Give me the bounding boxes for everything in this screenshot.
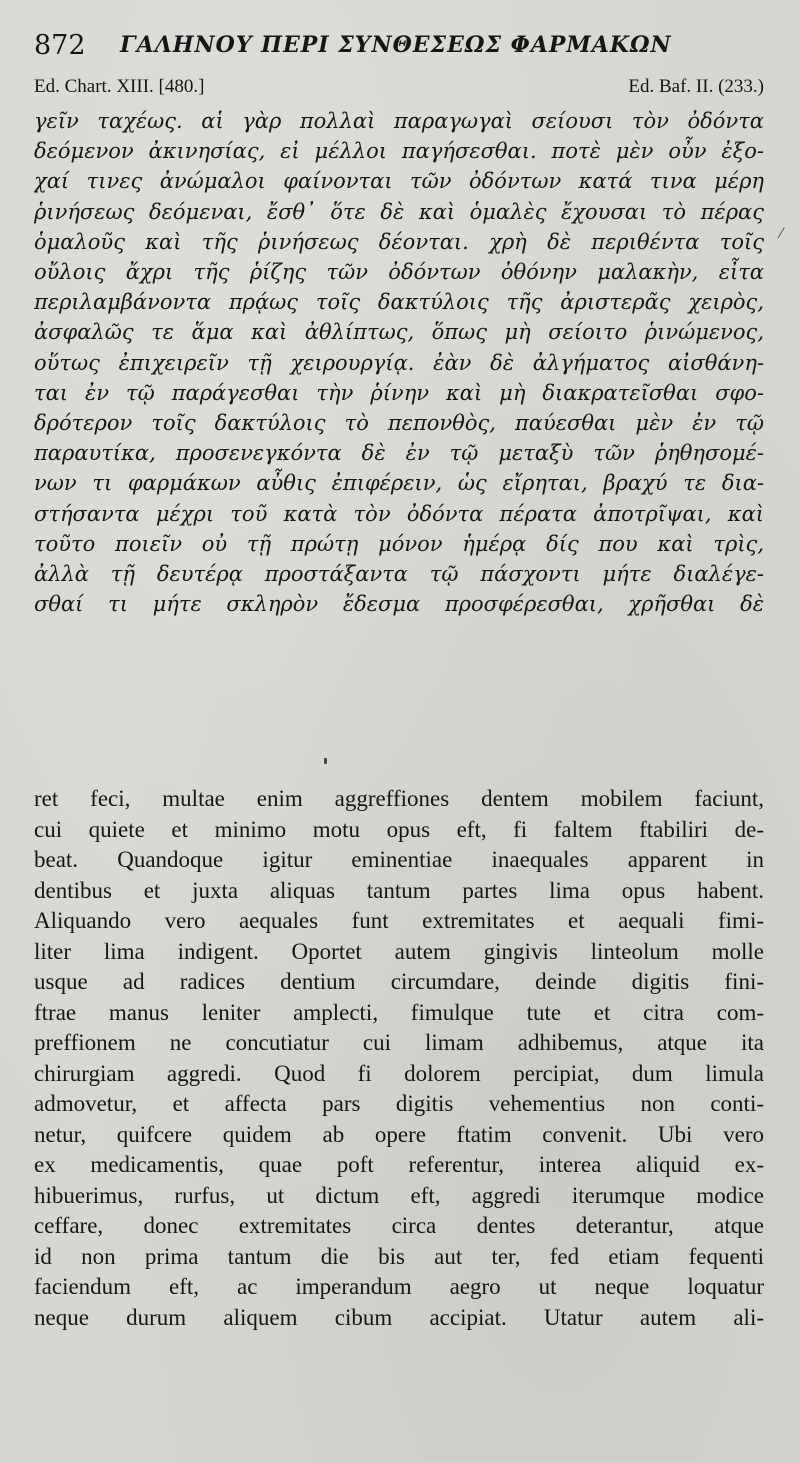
greek-text-line: ἀσφαλῶς τε ἅμα καὶ ἀθλίπτως, ὅπως μὴ σείοιτο ῥινώμενος, <box>34 320 764 345</box>
greek-text-line: παραυτίκα, προσενεγκόντα δὲ ἐν τῷ μεταξὺ τῶν ῥηθησομέ- <box>34 441 764 466</box>
greek-text-line: ἀλλὰ τῇ δευτέρᾳ προστάξαντα τῷ πάσχοντι μήτε διαλέγε- <box>34 562 764 587</box>
latin-text-line: ftrae manus leniter amplecti, fimulque tute et citra com- <box>34 999 764 1025</box>
latin-text-line: ex medicamentis, quae poft referentur, interea aliquid ex- <box>34 1152 764 1177</box>
greek-text-line: χαί τινες ἀνώμαλοι φαίνονται τῶν ὀδόντων κατά τινα μέρη <box>34 169 764 194</box>
running-header <box>34 26 764 62</box>
latin-text-line: chirurgiam aggredi. Quod fi dolorem percipiat, dum limula <box>34 1060 764 1086</box>
greek-text-line: δρότερον τοῖς δακτύλοις τὸ πεπονθὸς, παύεσθαι μὲν ἐν τῷ <box>34 411 764 436</box>
latin-text-line: hibuerimus, rurfus, ut dictum eft, aggredi iterumque modice <box>34 1182 764 1208</box>
edition-references <box>34 76 764 102</box>
latin-text-line: id non prima tantum die bis aut ter, fed etiam fequenti <box>34 1243 764 1269</box>
latin-text-line: neque durum aliquem cibum accipiat. Utatur autem ali- <box>34 1304 764 1330</box>
greek-text-line: τοῦτο ποιεῖν οὐ τῇ πρώτῃ μόνον ἡμέρᾳ δίς που καὶ τρὶς, <box>34 531 764 556</box>
greek-text-line: σθαί τι μήτε σκληρὸν ἔδεσμα προσφέρεσθαι, χρῆσθαι δὲ <box>34 592 764 617</box>
latin-text-line: faciendum eft, ac imperandum aegro ut neque loquatur <box>34 1274 764 1299</box>
page-number: 872 <box>34 30 86 61</box>
margin-mark: ⁄ <box>780 226 783 242</box>
latin-text-line: ceffare, donec extremitates circa dentes deterantur, atque <box>34 1213 764 1238</box>
running-title: ΓΑΛΗΝΟΥ ΠΕΡΙ ΣΥΝΘΕΣΕΩΣ ΦΑΡΜΑΚΩΝ <box>120 32 672 58</box>
latin-text-line: beat. Quandoque igitur eminentiae inaequales apparent in <box>34 847 764 872</box>
greek-text-line: στήσαντα μέχρι τοῦ κατὰ τὸν ὀδόντα πέρατα ἀποτρῖψαι, καὶ <box>34 501 764 526</box>
latin-text-line: cui quiete et minimo motu opus eft, fi faltem ftabiliri de- <box>34 816 764 842</box>
greek-text-line: ὁμαλοῦς καὶ τῆς ῥινήσεως δέονται. χρὴ δὲ περιθέντα τοῖς <box>34 229 764 254</box>
latin-text-line: dentibus et juxta aliquas tantum partes lima opus habent. <box>34 877 764 903</box>
greek-text-line: οὕτως ἐπιχειρεῖν τῇ χειρουργίᾳ. ἐὰν δὲ ἀλγήματος αἰσθάνη- <box>34 350 764 375</box>
latin-text-line: usque ad radices dentium circumdare, deinde digitis fini- <box>34 969 764 994</box>
greek-text-line: οὔλοις ἄχρι τῆς ῥίζης τῶν ὀδόντων ὀθόνην μαλακὴν, εἶτα <box>34 260 764 285</box>
edition-right: Ed. Baf. II. (233.) <box>628 76 764 97</box>
latin-text-line: admovetur, et affecta pars digitis vehementius non conti- <box>34 1091 764 1116</box>
greek-text-line: ῥινήσεως δεόμεναι, ἔσθ᾽ ὅτε δὲ καὶ ὁμαλὲς ἔχουσαι τὸ πέρας <box>34 199 764 224</box>
greek-text-line: δεόμενον ἀκινησίας, εἰ μέλλοι παγήσεσθαι. ποτὲ μὲν οὖν ἐξο- <box>34 139 764 164</box>
greek-text-line: νων τι φαρμάκων αὖθις ἐπιφέρειν, ὡς εἴρηται, βραχύ τε δια- <box>34 471 764 496</box>
latin-text-block <box>34 784 764 1333</box>
edition-left: Ed. Chart. XIII. [480.] <box>34 76 205 97</box>
greek-text-line: γεῖν ταχέως. αἱ γὰρ πολλαὶ παραγωγαὶ σείουσι τὸν ὀδόντα <box>34 109 764 133</box>
latin-text-line: Aliquando vero aequales funt extremitates et aequali fimi- <box>34 908 764 933</box>
latin-text-line: netur, quifcere quidem ab opere ftatim convenit. Ubi vero <box>34 1121 764 1147</box>
latin-text-line: ret feci, multae enim aggreffiones dentem mobilem faciunt, <box>34 786 764 811</box>
separator-mark <box>324 758 327 764</box>
latin-text-line: liter lima indigent. Oportet autem gingivis linteolum molle <box>34 938 764 964</box>
greek-text-block <box>34 106 764 619</box>
greek-text-line: ται ἐν τῷ παράγεσθαι τὴν ῥίνην καὶ μὴ διακρατεῖσθαι σφο- <box>34 380 764 405</box>
greek-text-line: περιλαμβάνοντα πρᾴως τοῖς δακτύλοις τῆς ἀριστερᾶς χειρὸς, <box>34 290 764 315</box>
latin-text-line: preffionem ne concutiatur cui limam adhibemus, atque ita <box>34 1030 764 1055</box>
